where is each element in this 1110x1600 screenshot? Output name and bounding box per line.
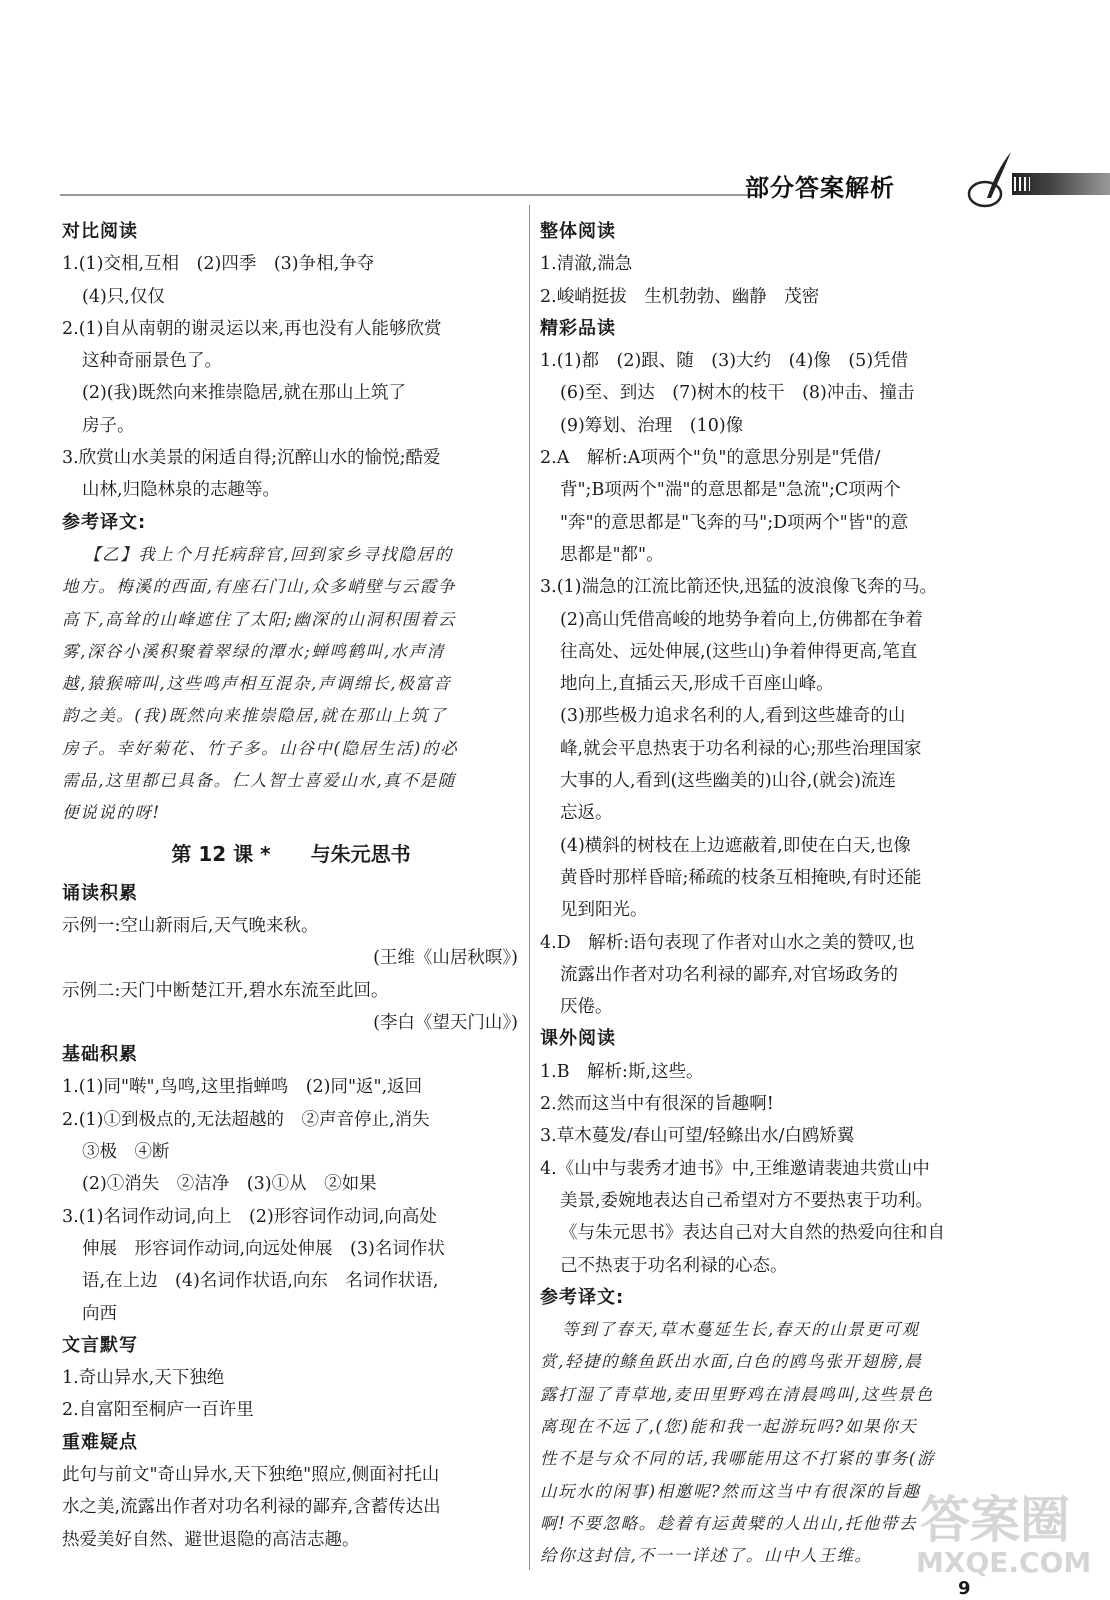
translation-line: 【乙】我上个月托病辞官,回到家乡寻找隐居的 — [84, 544, 453, 564]
answer-line: 3.(1)名词作动词,向上 (2)形容词作动词,向高处 — [62, 1206, 437, 1227]
lesson-number: 第 12 课 * — [171, 841, 271, 866]
answer-line: 峰,就会平息热衷于功名利禄的心;那些治理国家 — [560, 738, 922, 759]
answer-line: 热爱美好自然、避世退隐的高洁志趣。 — [62, 1529, 360, 1550]
answer-line: 4.D 解析:语句表现了作者对山水之美的赞叹,也 — [540, 932, 915, 953]
header-title: 部分答案解析 — [745, 174, 895, 202]
translation-line: 韵之美。(我)既然向来推崇隐居,就在那山上筑了 — [62, 706, 447, 726]
answer-line: 流露出作者对功名利禄的鄙弃,对官场政务的 — [560, 964, 899, 985]
answer-line: "奔"的意思都是"飞奔的马";D项两个"皆"的意 — [560, 512, 909, 533]
answer-line: 此句与前文"奇山异水,天下独绝"照应,侧面衬托山 — [62, 1464, 440, 1485]
answer-line: 房子。 — [82, 415, 135, 436]
section-heading: 诵读积累 — [62, 882, 138, 904]
answer-line: 向西 — [82, 1303, 117, 1324]
section-heading: 课外阅读 — [540, 1028, 616, 1050]
answer-line: 1.清澈,湍急 — [540, 254, 633, 275]
section-heading: 参考译文: — [540, 1286, 625, 1308]
answer-line: 山林,归隐林泉的志趣等。 — [82, 480, 281, 501]
answer-line: 黄昏时那样昏暗;稀疏的枝条互相掩映,有时还能 — [560, 867, 922, 888]
answer-line: 2.A 解析:A项两个"负"的意思分别是"凭借/ — [540, 448, 881, 469]
answer-line: 1.(1)同"啭",鸟鸣,这里指蝉鸣 (2)同"返",返回 — [62, 1077, 423, 1098]
answer-line: 地向上,直插云天,形成千百座山峰。 — [560, 674, 834, 695]
answer-line: (3)那些极力追求名利的人,看到这些雄奇的山 — [560, 706, 906, 727]
answer-line: ③极 ④断 — [82, 1142, 170, 1163]
answer-source: (王维《山居秋暝》) — [373, 948, 518, 969]
column-divider — [529, 205, 530, 1570]
watermark-mark: 答案圈 — [920, 1491, 1070, 1549]
answer-line: 2.(1)①到极点的,无法超越的 ②声音停止,消失 — [62, 1109, 430, 1130]
section-heading: 重难疑点 — [62, 1431, 138, 1453]
answer-line: (2)(我)既然向来推崇隐居,就在那山上筑了 — [82, 383, 407, 404]
answer-line: (4)横斜的树枝在上边遮蔽着,即使在白天,也像 — [560, 835, 911, 856]
page-header — [0, 150, 1110, 220]
translation-line: 啊!不要忽略。趁着有运黄檗的人出山,托他带去 — [540, 1513, 918, 1533]
answer-line: 2.然而这当中有很深的旨趣啊! — [540, 1094, 774, 1115]
section-heading: 整体阅读 — [540, 221, 616, 242]
translation-line: 高下,高耸的山峰遮住了太阳;幽深的山洞积围着云 — [62, 609, 457, 629]
section-heading: 精彩品读 — [540, 317, 616, 339]
section-heading: 参考译文: — [62, 511, 147, 533]
answer-line: 4.《山中与裴秀才迪书》中,王维邀请裴迪共赏山中 — [540, 1158, 930, 1179]
answer-line: (9)筹划、治理 (10)像 — [560, 415, 744, 436]
answer-line: 3.欣赏山水美景的闲适自得;沉醉山水的愉悦;酷爱 — [62, 448, 441, 469]
answer-line: 语,在上边 (4)名词作状语,向东 名词作状语, — [82, 1271, 439, 1292]
answer-line: 水之美,流露出作者对功名利禄的鄙弃,含蓄传达出 — [62, 1497, 441, 1518]
answer-line: 3.草木蔓发/春山可望/轻鲦出水/白鸥矫翼 — [540, 1126, 855, 1147]
answer-line: 大事的人,看到(这些幽美的)山谷,(就会)流连 — [560, 771, 896, 792]
answer-line: 见到阳光。 — [560, 900, 648, 921]
answer-line: (6)至、到达 (7)树木的枝干 (8)冲击、撞击 — [560, 383, 915, 404]
answer-line: (2)高山凭借高峻的地势争着向上,仿佛都在争着 — [560, 609, 923, 630]
answer-line: (2)①消失 ②洁净 (3)①从 ②如果 — [82, 1174, 377, 1195]
answer-line: (4)只,仅仅 — [82, 286, 165, 307]
answer-source: (李白《望天门山》) — [373, 1012, 518, 1033]
quill-icon — [965, 150, 1015, 210]
answer-line: 1.(1)都 (2)跟、随 (3)大约 (4)像 (5)凭借 — [540, 351, 909, 372]
translation-line: 赏,轻捷的鲦鱼跃出水面,白色的鸥鸟张开翅膀,晨 — [540, 1352, 923, 1372]
answer-line: 3.(1)湍急的江流比箭还快,迅猛的波浪像飞奔的马。 — [540, 577, 938, 598]
lesson-title: 与朱元思书 — [310, 841, 411, 866]
answer-line: 1.奇山异水,天下独绝 — [62, 1368, 225, 1389]
page-number: 9 — [958, 1578, 971, 1599]
header-bar — [1012, 173, 1110, 195]
answer-line: 1.(1)交相,互相 (2)四季 (3)争相,争夺 — [62, 254, 375, 275]
section-heading: 基础积累 — [62, 1044, 138, 1066]
translation-line: 露打湿了青草地,麦田里野鸡在清晨鸣叫,这些景色 — [540, 1384, 934, 1404]
answer-line: 美景,委婉地表达自己希望对方不要热衷于功利。 — [560, 1190, 934, 1211]
section-heading: 对比阅读 — [62, 221, 138, 242]
answer-line: 示例二:天门中断楚江开,碧水东流至此回。 — [62, 980, 389, 1001]
translation-line: 需品,这里都已具备。仁人智士喜爱山水,真不是随 — [62, 771, 456, 791]
answer-line: 2.峻峭挺拔 生机勃勃、幽静 茂密 — [540, 286, 820, 307]
answer-line: 《与朱元思书》表达自己对大自然的热爱向往和自 — [560, 1223, 945, 1244]
answer-line: 伸展 形容词作动词,向远处伸展 (3)名词作状 — [82, 1238, 445, 1259]
answer-line: 示例一:空山新雨后,天气晚来秋。 — [62, 915, 319, 936]
left-column — [62, 216, 520, 1556]
translation-line: 性不是与众不同的话,我哪能用这不打紧的事务(游 — [540, 1449, 935, 1469]
translation-line: 地方。梅溪的西面,有座石门山,众多峭壁与云霞争 — [62, 577, 456, 597]
answer-line: 2.(1)自从南朝的谢灵运以来,再也没有人能够欣赏 — [62, 318, 442, 339]
translation-line: 雾,深谷小溪积聚着翠绿的潭水;蝉鸣鹤叫,水声清 — [62, 641, 445, 661]
watermark-logo — [910, 1480, 1100, 1590]
answer-line: 己不热衷于功名利禄的心态。 — [560, 1255, 788, 1276]
section-heading: 文言默写 — [62, 1334, 138, 1356]
translation-line: 给你这封信,不一一详述了。山中人王维。 — [540, 1546, 873, 1566]
answer-line: 往高处、远处伸展,(这些山)争着伸得更高,笔直 — [560, 641, 918, 662]
translation-line: 等到了春天,草木蔓延生长,春天的山景更可观 — [562, 1320, 920, 1340]
watermark-url: MXQE.COM — [916, 1546, 1092, 1579]
answer-line: 忘返。 — [560, 803, 613, 824]
right-column — [540, 216, 1005, 1572]
answer-line: 这种奇丽景色了。 — [82, 351, 222, 372]
answer-line: 背";B项两个"湍"的意思都是"急流";C项两个 — [560, 480, 901, 501]
answer-line: 思都是"都"。 — [560, 544, 664, 565]
translation-line: 越,猿猴啼叫,这些鸣声相互混杂,声调绵长,极富音 — [62, 674, 452, 694]
answer-line: 厌倦。 — [560, 997, 613, 1018]
translation-line: 便说说的呀! — [62, 803, 161, 823]
translation-line: 房子。幸好菊花、竹子多。山谷中(隐居生活)的必 — [62, 738, 459, 758]
answer-line: 1.B 解析:斯,这些。 — [540, 1061, 704, 1082]
header-rule — [60, 194, 760, 196]
translation-line: 山玩水的闲事)相邀呢?然而这当中有很深的旨趣 — [540, 1481, 921, 1501]
lesson-heading — [62, 834, 520, 874]
translation-line: 离现在不远了,(您)能和我一起游玩吗?如果你天 — [540, 1416, 918, 1436]
answer-line: 2.自富阳至桐庐一百许里 — [62, 1400, 254, 1421]
